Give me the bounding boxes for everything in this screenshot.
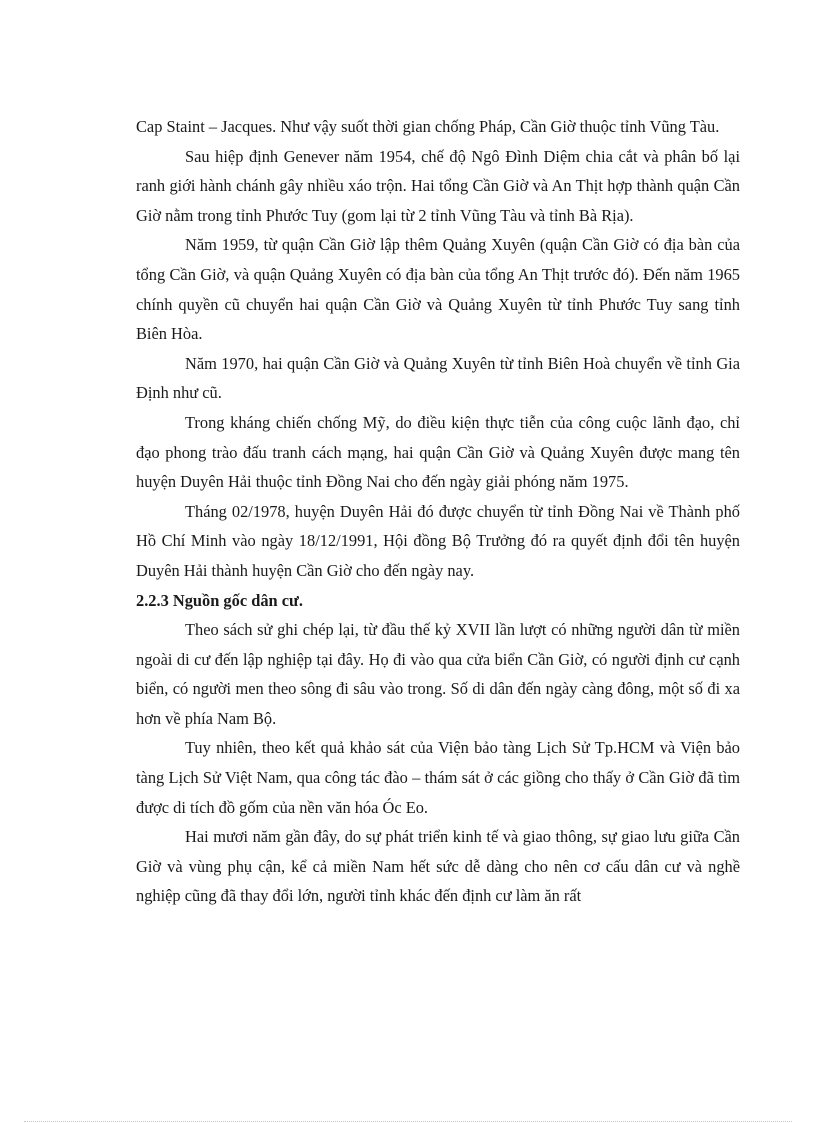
paragraph-survey: Tuy nhiên, theo kết quả khảo sát của Viện bảo tàng Lịch Sử Tp.HCM và Viện bảo tàng Lịch Sử Việt Nam, qua công tác đào – thám sát ở các giồng cho thấy ở Cần Giờ đã tìm được di tích đồ gốm của nền văn hóa Óc Eo. [136,738,740,817]
paragraph-1959: Năm 1959, từ quận Cần Giờ lập thêm Quảng Xuyên (quận Cần Giờ có địa bàn của tổng Cần Giờ, và quận Quảng Xuyên có địa bàn của tổng An Thịt trước đó). Đến năm 1965 chính quyền cũ chuyển hai quận Cần Giờ và Quảng Xuyên từ tỉnh Phước Tuy sang tỉnh Biên Hòa. [136,235,740,344]
document-body [136,112,740,911]
paragraph-continuation: Cap Staint – Jacques. Như vậy suốt thời gian chống Pháp, Cần Giờ thuộc tỉnh Vũng Tàu. [136,117,720,136]
paragraph-1970: Năm 1970, hai quận Cần Giờ và Quảng Xuyên từ tỉnh Biên Hoà chuyển về tỉnh Gia Định như cũ. [136,353,740,403]
paragraph-1978: Tháng 02/1978, huyện Duyên Hải đó được chuyển từ tỉnh Đồng Nai về Thành phố Hồ Chí Minh vào ngày 18/12/1991, Hội đồng Bộ Trưởng đó ra quyết định đổi tên huyện Duyên Hải thành huyện Cần Giờ cho đến ngày nay. [136,501,740,580]
section-heading: 2.2.3 Nguồn gốc dân cư. [136,590,303,610]
page-bottom-divider [24,1121,792,1122]
paragraph-recent: Hai mươi năm gần đây, do sự phát triển kinh tế và giao thông, sự giao lưu giữa Cần Giờ và vùng phụ cận, kể cả miền Nam hết sức dễ dàng cho nên cơ cấu dân cư và nghề nghiệp cũng đã thay đổi lớn, người tỉnh khác đến định cư làm ăn rất [136,827,740,906]
paragraph-origins: Theo sách sử ghi chép lại, từ đầu thế kỷ XVII lần lượt có những người dân từ miền ngoài di cư đến lập nghiệp tại đây. Họ đi vào qua cửa biển Cần Giờ, có người định cư cạnh biển, có người men theo sông đi sâu vào trong. Số di dân đến ngày càng đông, một số đi xa hơn về phía Nam Bộ. [136,620,740,728]
paragraph-khang-chien: Trong kháng chiến chống Mỹ, do điều kiện thực tiễn của công cuộc lãnh đạo, chỉ đạo phong trào đấu tranh cách mạng, hai quận Cần Giờ và Quảng Xuyên được mang tên huyện Duyên Hải thuộc tỉnh Đồng Nai cho đến ngày giải phóng năm 1975. [136,412,740,492]
paragraph-genever-1954: Sau hiệp định Genever năm 1954, chế độ Ngô Đình Diệm chia cắt và phân bố lại ranh giới hành chánh gây nhiều xáo trộn. Hai tổng Cần Giờ và An Thịt hợp thành quận Cần Giờ nằm trong tỉnh Phước Tuy (gom lại từ 2 tỉnh Vũng Tàu và tỉnh Bà Rịa). [136,146,740,225]
